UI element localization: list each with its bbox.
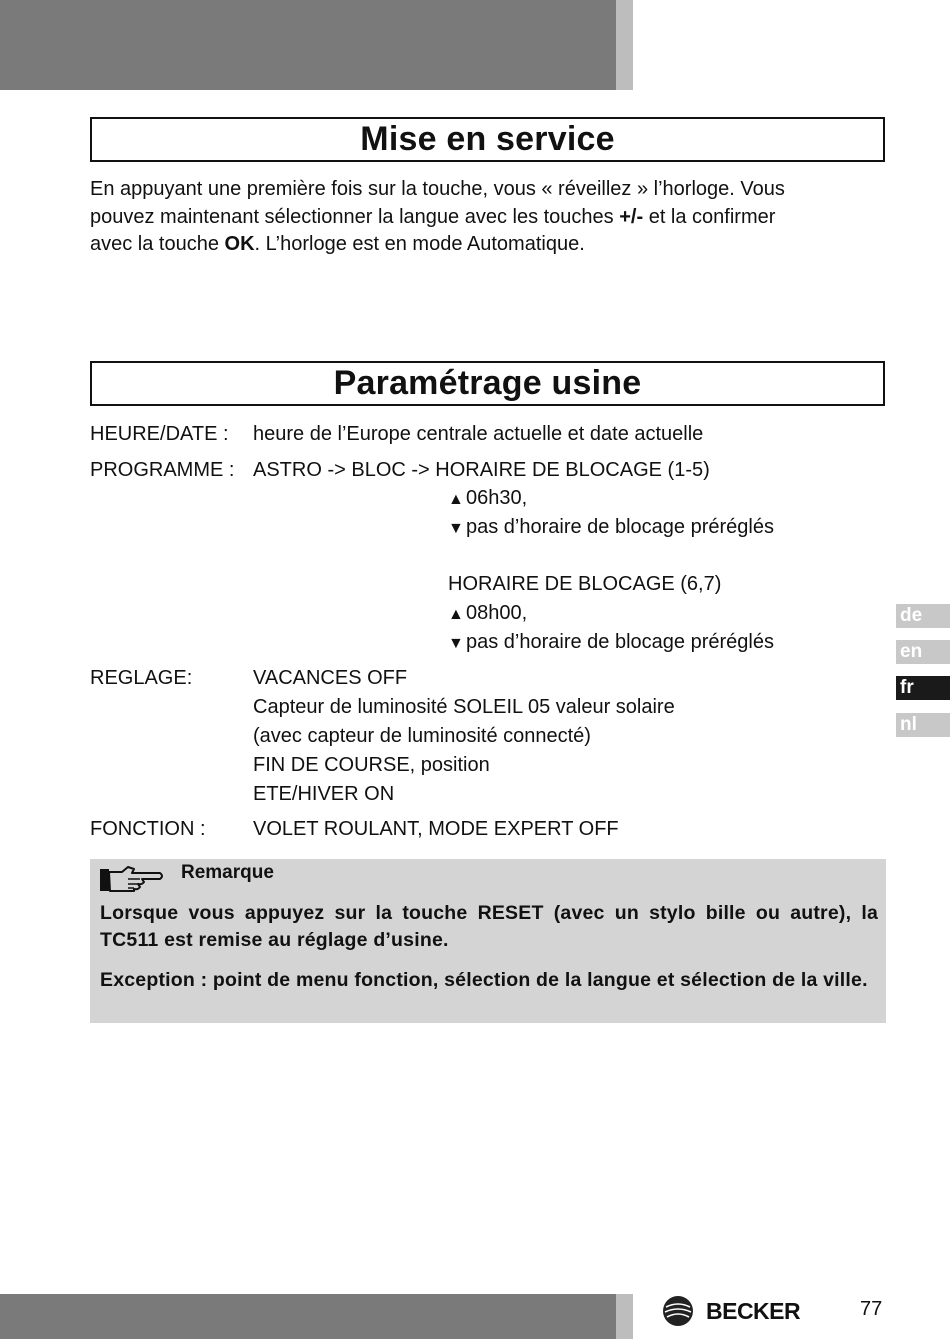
lang-tab-label: de — [900, 605, 923, 626]
block2-title: HORAIRE DE BLOCAGE (6,7) — [448, 573, 722, 595]
plus-minus-keys: +/- — [619, 205, 644, 228]
intro-line-1: En appuyant une première fois sur la touche, vous « réveillez » l’horloge. Vous — [90, 178, 785, 200]
fonction-value: VOLET ROULANT, MODE EXPERT OFF — [253, 818, 619, 840]
reglage-value-2: Capteur de luminosité SOLEIL 05 valeur solaire — [253, 696, 675, 718]
header-band — [0, 0, 616, 90]
down-triangle-icon: ▼ — [448, 635, 464, 652]
section-title-parametrage-usine — [90, 361, 885, 406]
remarque-box — [90, 859, 886, 1023]
section-title-text: Paramétrage usine — [333, 364, 642, 402]
remarque-paragraph-1: Lorsque vous appuyez sur la touche RESET (avec un stylo bille ou autre), la TC511 est remise au réglage d’usine. — [100, 902, 878, 951]
section-title-text: Mise en service — [360, 120, 615, 158]
block1-up-text: 06h30, — [466, 487, 528, 509]
header-band-edge — [616, 0, 633, 90]
reglage-label: REGLAGE: — [90, 667, 193, 689]
reglage-value-1: VACANCES OFF — [253, 667, 408, 689]
ok-key: OK — [224, 233, 255, 255]
intro-line-3c: . L’horloge est en mode Automatique. — [254, 233, 585, 255]
block1-down-text: pas d’horaire de blocage préréglés — [466, 516, 774, 538]
lang-tab-fr[interactable] — [896, 676, 950, 700]
footer-band-edge — [616, 1294, 633, 1339]
lang-tab-en[interactable] — [896, 640, 950, 664]
down-triangle-icon: ▼ — [448, 520, 464, 537]
page-number: 77 — [860, 1298, 883, 1320]
lang-tab-label: fr — [900, 677, 914, 698]
block2-up-line — [448, 602, 527, 625]
lang-tab-nl[interactable] — [896, 713, 950, 737]
remarque-title: Remarque — [181, 862, 274, 883]
reglage-value-5: ETE/HIVER ON — [253, 783, 395, 805]
intro-line-2a: pouvez maintenant sélectionner la langue avec les touches — [90, 205, 620, 228]
reglage-value-4: FIN DE COURSE, position — [253, 754, 490, 776]
reglage-value-3: (avec capteur de luminosité connecté) — [253, 725, 591, 747]
up-triangle-icon: ▲ — [448, 606, 464, 623]
block1-up-line — [448, 487, 527, 510]
lang-tab-label: nl — [900, 714, 917, 735]
section-title-mise-en-service — [90, 117, 885, 162]
fonction-label: FONCTION : — [90, 818, 206, 840]
intro-paragraph — [90, 176, 888, 259]
programme-value: ASTRO -> BLOC -> HORAIRE DE BLOCAGE (1-5) — [253, 459, 710, 481]
block2-down-text: pas d’horaire de blocage préréglés — [466, 631, 774, 653]
intro-line-3a: avec la touche — [90, 233, 225, 255]
heure-date-value: heure de l’Europe centrale actuelle et date actuelle — [253, 423, 704, 445]
lang-tab-de[interactable] — [896, 604, 950, 628]
becker-logo-icon — [660, 1293, 696, 1334]
block1-down-line — [448, 516, 774, 539]
pointing-hand-icon — [98, 863, 164, 900]
brand-name: BECKER — [706, 1298, 801, 1324]
lang-tab-label: en — [900, 641, 923, 662]
intro-line-2c: et la confirmer — [643, 205, 776, 228]
block2-down-line — [448, 631, 774, 654]
programme-label: PROGRAMME : — [90, 459, 235, 481]
heure-date-label: HEURE/DATE : — [90, 423, 229, 445]
up-triangle-icon: ▲ — [448, 491, 464, 508]
remarque-paragraph-2: Exception : point de menu fonction, sélection de la langue et sélection de la ville. — [100, 969, 868, 991]
footer-band — [0, 1294, 616, 1339]
block2-up-text: 08h00, — [466, 602, 528, 624]
